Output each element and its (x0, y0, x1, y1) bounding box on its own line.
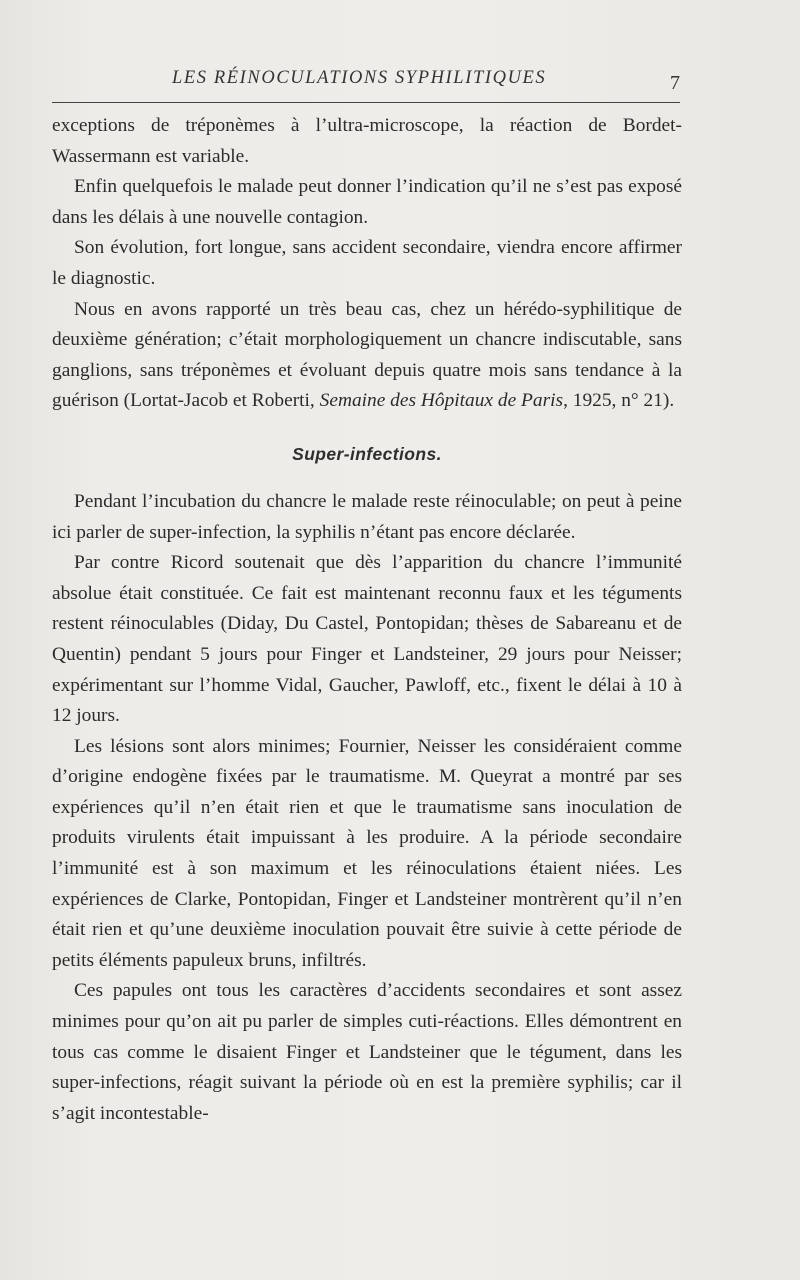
paragraph: Son évolution, fort longue, sans accident secondaire, viendra encore affirmer le diagnostic. (52, 237, 682, 289)
paragraph: Enfin quelquefois le malade peut donner l’indication qu’il ne s’est pas exposé dans les délais à une nouvelle contagion. (52, 176, 682, 228)
paragraph: Pendant l’incubation du chancre le malade reste réinoculable; on peut à peine ici parler de super-infection, la syphilis n’étant pas encore déclarée. (52, 490, 682, 543)
paragraph-case-report (52, 295, 682, 417)
journal-citation: Semaine des Hôpitaux de Paris (319, 390, 564, 412)
paragraph-continuation: exceptions de tréponèmes à l’ultra-microscope, la réaction de Bordet-Wassermann est variable. (52, 115, 682, 167)
citation-details: , 1925, n° 21). (563, 390, 675, 412)
running-title: LES RÉINOCULATIONS SYPHILITIQUES (172, 68, 547, 88)
paragraph: Ces papules ont tous les caractères d’accidents secondaires et sont assez minimes pour qu’on ait pu parler de simples cuti-réactions. Elles démontrent en tous cas comme le disaient Finger et Landsteiner que le tégument, dans les super-infections, réagit suivant la période où en est la première syphilis; car il s’agit incontestable- (52, 980, 682, 1124)
section-heading: Super-infections. (292, 443, 442, 464)
body-text (52, 111, 682, 1129)
header-rule (52, 102, 680, 103)
paragraph: Par contre Ricord soutenait que dès l’apparition du chancre l’immunité absolue était constituée. Ce fait est maintenant reconnu faux et les téguments restent réinoculables (Diday, Du Castel, Pontopidan; thèses de Sabareanu et de Quentin) pendant 5 jours pour Finger et Landsteiner, 29 jours pour Neisser; expérimentant sur l’homme Vidal, Gaucher, Pawloff, etc., fixent le délai à 10 à 12 jours. (52, 552, 682, 727)
page-header (52, 68, 682, 98)
paragraph-text: Nous en avons rapporté un très beau cas, chez un hérédo-syphilitique de deuxième génération; c’était morphologiquement un chancre indiscutable, sans ganglions, sans tréponèmes et évoluant depuis quatre mois sans tendance à la guérison (Lortat-Jacob et Roberti, (52, 298, 682, 412)
paragraph: Les lésions sont alors minimes; Fournier, Neisser les considéraient comme d’origine endogène fixées par le traumatisme. M. Queyrat a montré par ses expériences qu’il n’en était rien et que le traumatisme sans inoculation de produits virulents était impuissant à les produire. A la période secondaire l’immunité est à son maximum et les réinoculations étaient niées. Les expériences de Clarke, Pontopidan, Finger et Landsteiner montrèrent qu’il n’en était rien et qu’une deuxième inoculation pouvait être suivie à cette période de petits éléments papuleux bruns, infiltrés. (52, 735, 682, 971)
page-number: 7 (670, 72, 680, 94)
